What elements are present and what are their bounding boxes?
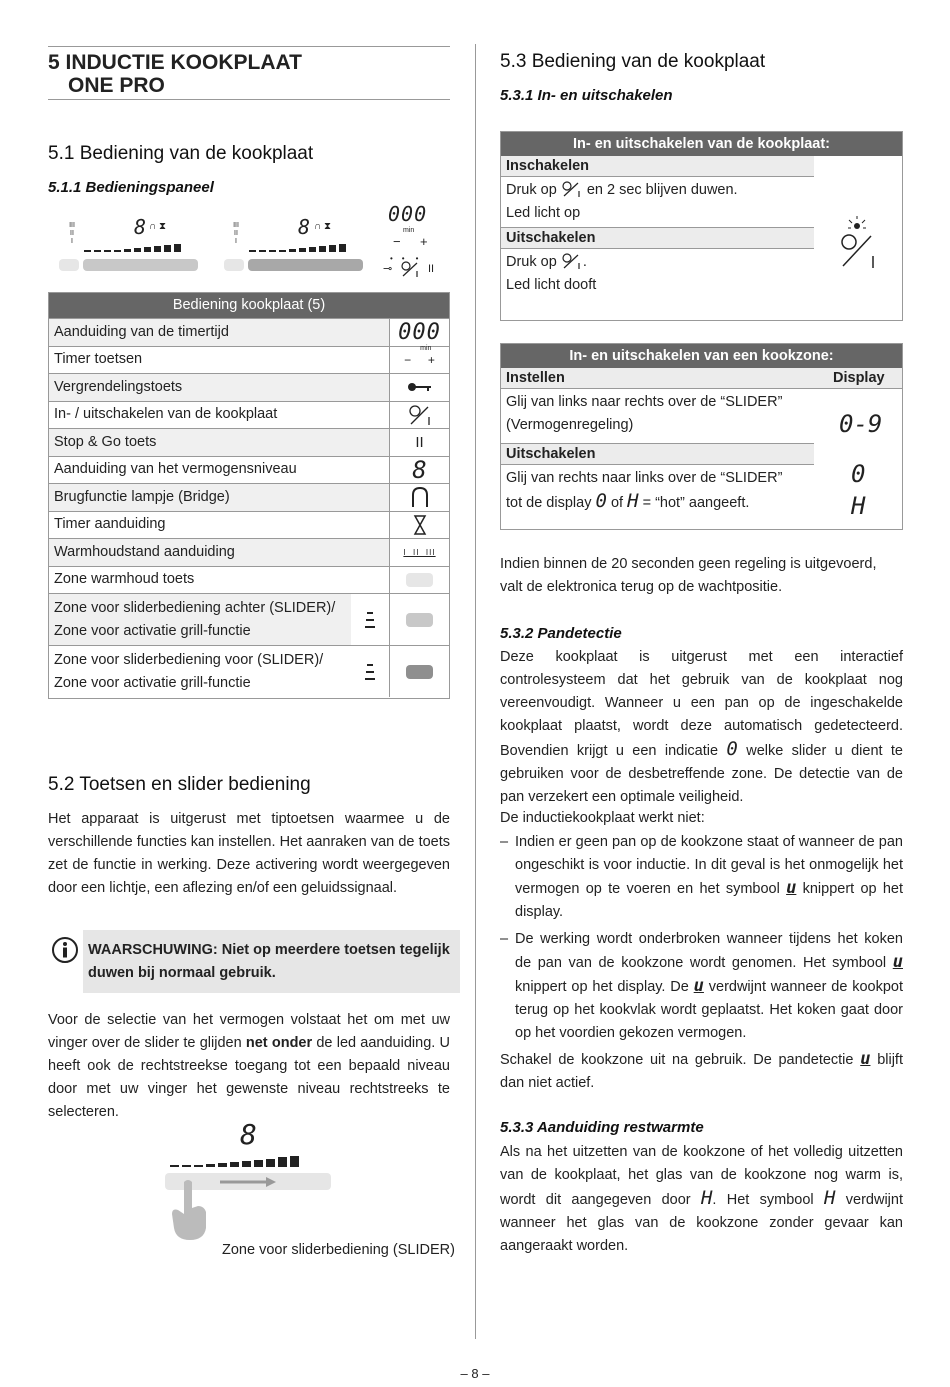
stop-go-key[interactable]: II <box>428 263 435 275</box>
control-table-row-label <box>49 347 389 374</box>
bullet-item-1 <box>500 831 903 924</box>
subsection-title-5-3-1: 5.3.1 In- en uitschakelen <box>500 87 673 104</box>
warning-label: WAARSCHUWING: <box>88 942 218 958</box>
timer-minus-key[interactable]: − <box>393 234 401 249</box>
slider-illustration-digit: 8 <box>240 1118 257 1151</box>
zone-off-text <box>501 465 814 517</box>
zone-on-text <box>501 389 814 443</box>
on-off-zone-header: In- en uitschakelen van een kookzone: <box>501 344 902 368</box>
timer-plus-key[interactable]: + <box>420 234 428 249</box>
chapter-title-line1: 5 INDUCTIE KOOKPLAAT <box>48 51 302 74</box>
control-table-row-label <box>49 567 389 594</box>
switch-off-line1a: Druk op <box>506 254 561 270</box>
switch-off-b: blijft dan niet actief. <box>500 1052 903 1091</box>
pan-para-a: Deze kookplaat is uitgerust met een interactief controlesysteem dat het gebruik van de kookplaat nog vereenvoudigt. Wanneer u een pan op de ingeschakelde kookplaat plaatst, wordt deze automatisch gedetecteerd. Bovendien krijgt u een indicatie <box>500 649 903 759</box>
power-level-icon: 8 <box>389 457 449 484</box>
row-label-line: Zone voor sliderbediening voor (SLIDER)/ <box>54 651 324 668</box>
led-dots-icon: • • • <box>390 254 419 263</box>
chapter-title-line2: ONE PRO <box>68 74 165 97</box>
row-label-line: In- / uitschakelen van de kookplaat <box>54 406 278 423</box>
control-table-row <box>49 318 449 346</box>
arrow-right-icon <box>218 1175 278 1189</box>
row-label-line-2: Zone voor activatie grill-functie <box>54 622 251 639</box>
display-zero: 0 <box>851 460 866 488</box>
subsection-title-5-3-2: 5.3.2 Pandetectie <box>500 625 622 642</box>
switch-off-a: Schakel de kookzone uit na gebruik. De pandetectie <box>500 1052 861 1068</box>
warning-text <box>88 939 454 985</box>
bullet-dash-1: – <box>500 834 509 850</box>
control-table-row-label <box>49 457 389 484</box>
key-lock-icon <box>389 374 449 401</box>
control-table-row-label <box>49 646 351 697</box>
power-led-icon <box>837 214 887 272</box>
row-label-line: Aanduiding van het vermogensniveau <box>54 461 297 478</box>
timer-keys-icon: − + min <box>389 347 449 374</box>
switch-on-title: Inschakelen <box>501 156 814 177</box>
bullet2-symu-2: u <box>693 976 704 996</box>
control-table-row <box>49 593 449 645</box>
zone-off-title: Uitschakelen <box>501 443 814 465</box>
bridge-icon <box>389 484 449 511</box>
control-table-row <box>49 538 449 566</box>
control-table-row-label <box>49 594 351 645</box>
control-table-row <box>49 373 449 401</box>
zone-on-line2: (Vermogenregeling) <box>506 417 634 433</box>
section-title-5-1: 5.1 Bediening van de kookplaat <box>48 143 314 164</box>
residual-heat-paragraph <box>500 1141 903 1258</box>
control-table <box>48 292 450 699</box>
section-title-5-2: 5.2 Toetsen en slider bediening <box>48 774 311 795</box>
warm-levels-indicator: III II I <box>69 222 75 245</box>
control-table-row <box>49 401 449 429</box>
slider-paragraph-bold: net onder <box>245 1035 313 1051</box>
switch-off-symu: u <box>860 1049 871 1069</box>
switch-off-paragraph <box>500 1048 903 1095</box>
key-lock-icon[interactable]: ⊸ <box>383 263 393 275</box>
zone-on-line1: Glij van links naar rechts over de “SLIDER” <box>506 394 783 410</box>
slider-paragraph-b: de led aanduiding. U heeft ook de rechtstreekse toegang tot een bepaald niveau door met uw vinger het gewenste niveau rechtstreeks te selecteren. <box>48 1035 450 1120</box>
row-label-line: Aanduiding van de timertijd <box>54 323 229 340</box>
bullet-dash-2: – <box>500 931 509 947</box>
display-hot: H <box>851 492 866 520</box>
row-label-line: Timer aanduiding <box>54 516 166 533</box>
on-off-hob-header: In- en uitschakelen van de kookplaat: <box>501 132 902 156</box>
warm-key-icon <box>389 567 449 594</box>
slider-paragraph-a: Voor de selectie van het vermogen volstaat het om met uw vinger over de slider te glijden <box>48 1012 450 1051</box>
warning-message: Niet op meerdere toetsen tegelijk duwen bij normaal gebruik. <box>88 942 450 981</box>
col-display: Display <box>833 370 885 386</box>
switch-on-line2: Led licht op <box>506 205 581 221</box>
rest-symh-2: H <box>824 1187 836 1209</box>
slider-illustration-leds <box>170 1156 299 1167</box>
slider-rear-zone[interactable] <box>83 259 198 271</box>
bridge-icon-2: ∩ <box>314 221 322 232</box>
power-level-digit: 8 <box>134 215 147 239</box>
row-label-line: Vergrendelingstoets <box>54 378 183 395</box>
control-panel-illustration <box>48 200 450 280</box>
bridge-icon: ∩ <box>149 221 157 232</box>
pan-para-sym0: 0 <box>726 738 738 760</box>
slider-front-zone[interactable] <box>248 259 363 271</box>
timer-digits-icon: 000 <box>389 319 449 346</box>
power-level-digit-2: 8 <box>298 215 311 239</box>
hourglass-icon <box>389 512 449 539</box>
zone-off-line1: Glij van rechts naar links over de “SLIDER” <box>506 470 783 486</box>
switch-off-text <box>501 249 814 299</box>
slider-mini-icon <box>351 594 389 645</box>
bullet1-a: Indien er geen pan op de kookzone staat of wanneer de pan ongeschikt is voor inductie. In dit geval is het onmogelijk het vermogen op te voeren en het symbool <box>515 834 903 897</box>
section-5-2-paragraph: Het apparaat is uitgerust met tiptoetsen waarmee u de verschillende functies kan instellen. Het aanraken van de toets zet de functie in werking. Deze activering wordt weergegeven door een lichtje, een aflezing en/of een geluidssignaal. <box>48 811 450 896</box>
on-off-hob-table <box>500 131 903 321</box>
column-divider <box>475 44 476 1339</box>
control-table-row-label <box>49 539 389 566</box>
pan-para-b: welke slider u dient te gebruiken voor de desbetreffende zone. De detectie van de pan verzekert een optimale veiligheid. <box>500 743 903 805</box>
subsection-title-5-1-1: 5.1.1 Bedieningspaneel <box>48 179 214 196</box>
zone-column-headers <box>501 368 902 389</box>
control-table-row <box>49 645 449 697</box>
bullet1-b: knippert op het display. <box>515 881 903 920</box>
rear-slider-icon <box>389 594 449 645</box>
control-table-row-label <box>49 319 389 346</box>
switch-off-title: Uitschakelen <box>501 227 814 249</box>
bullet2-symu: u <box>892 952 903 972</box>
bullet1-symu: u <box>786 878 797 898</box>
power-icon <box>389 402 449 429</box>
control-table-header: Bediening kookplaat (5) <box>49 293 449 318</box>
standby-note: Indien binnen de 20 seconden geen regeling is uitgevoerd, valt de elektronica terug op de wachtpositie. <box>500 556 877 595</box>
control-table-row <box>49 566 449 594</box>
bullet2-a: De werking wordt onderbroken wanneer tijdens het koken de pan van de kookzone wordt genomen. Het symbool <box>515 931 903 971</box>
row-label-line: Brugfunctie lampje (Bridge) <box>54 488 230 505</box>
rest-symh: H <box>700 1187 713 1209</box>
slider-caption: Zone voor sliderbediening (SLIDER) <box>222 1242 455 1258</box>
hourglass-icon-2: ⧗ <box>324 221 332 232</box>
slider-mini-icon <box>351 646 389 697</box>
row-label-line: Timer toetsen <box>54 351 143 368</box>
chapter-title <box>48 46 450 100</box>
hourglass-icon: ⧗ <box>159 221 167 232</box>
finger-hand-icon <box>166 1178 212 1244</box>
power-icon-inline-2 <box>561 252 583 270</box>
zone-off-symh: H <box>627 490 639 512</box>
rest-a: Als na het uitzetten van de kookzone of het volledig uitzetten van de kookplaat, het glas van de kookzone nog warm is, wordt dit aangegeven door <box>500 1144 903 1208</box>
front-slider-icon <box>389 646 449 697</box>
slider-leds-2 <box>249 244 346 252</box>
warm-zone-key[interactable] <box>59 259 79 271</box>
pan-detection-paragraph <box>500 646 903 809</box>
switch-on-line1a: Druk op <box>506 182 561 198</box>
control-table-row <box>49 346 449 374</box>
control-table-row-label <box>49 512 389 539</box>
bullet2-c: verdwijnt wanneer de kookpot terug op het kookvlak wordt geplaatst. Het koken gaat door op het voordien gekozen vermogen. <box>515 979 904 1041</box>
switch-on-line1b: en 2 sec blijven duwen. <box>582 182 738 198</box>
slider-leds <box>84 244 181 252</box>
warm-levels-icon: I II III <box>389 539 449 566</box>
warm-zone-key-2[interactable] <box>224 259 244 271</box>
page-number: – 8 – <box>460 1366 490 1381</box>
warm-levels-indicator-2: III II I <box>233 222 239 245</box>
rest-b: . Het symbool <box>712 1192 824 1208</box>
zone-off-line2c: = “hot” aangeeft. <box>638 495 750 511</box>
section-title-5-3: 5.3 Bediening van de kookplaat <box>500 51 766 72</box>
bullet-item-2 <box>500 928 903 1045</box>
control-table-row-label <box>49 374 389 401</box>
display-range: 0-9 <box>839 410 883 438</box>
control-table-row-label <box>49 402 389 429</box>
control-table-row <box>49 511 449 539</box>
info-icon <box>51 936 79 964</box>
zone-off-sym0: 0 <box>595 490 607 512</box>
control-table-row <box>49 428 449 456</box>
switch-off-line2: Led licht dooft <box>506 277 597 293</box>
control-table-row-label <box>49 484 389 511</box>
control-table-row <box>49 456 449 484</box>
switch-off-line1b: . <box>582 254 587 270</box>
row-label-line: Warmhoudstand aanduiding <box>54 543 235 560</box>
switch-on-text <box>501 177 814 227</box>
slider-paragraph <box>48 1009 450 1124</box>
subsection-title-5-3-3: 5.3.3 Aanduiding restwarmte <box>500 1119 704 1136</box>
stop-go-icon: II <box>389 429 449 456</box>
zone-off-line2a: tot de display <box>506 495 596 511</box>
row-label-line: Zone voor sliderbediening achter (SLIDER)/ <box>54 599 336 616</box>
row-label-line: Zone warmhoud toets <box>54 571 195 588</box>
row-label-line: Stop & Go toets <box>54 433 157 450</box>
on-off-zone-table <box>500 343 903 530</box>
row-label-line-2: Zone voor activatie grill-functie <box>54 674 251 691</box>
timer-display: 000 <box>388 202 428 226</box>
control-table-row-label <box>49 429 389 456</box>
rest-c: verdwijnt wanneer het glas van de kookzone zonder gevaar kan aangeraakt worden. <box>500 1192 903 1254</box>
min-label: min <box>403 227 415 234</box>
zone-off-line2b: of <box>606 495 628 511</box>
works-not-intro: De inductiekookplaat werkt niet: <box>500 810 705 826</box>
bullet2-b: knippert op het display. De <box>515 979 694 995</box>
col-instellen: Instellen <box>506 370 565 386</box>
power-icon-inline <box>561 180 583 198</box>
control-table-row <box>49 483 449 511</box>
